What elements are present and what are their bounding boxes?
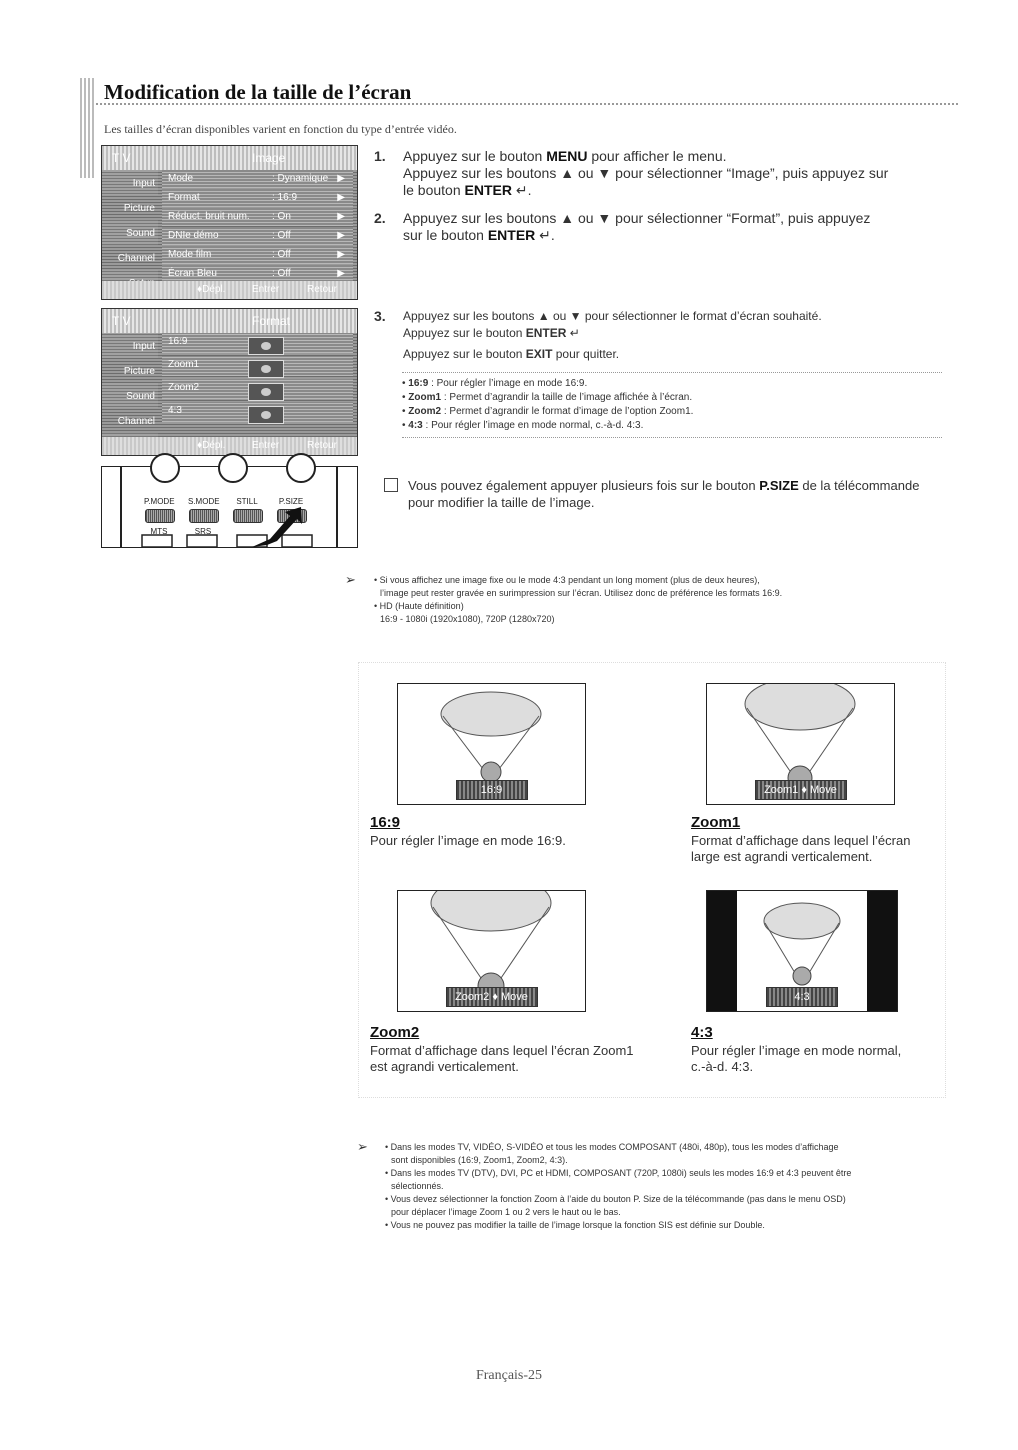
osd-row: Mode film : Off ▶ — [162, 246, 353, 264]
format-heading-4-3: 4:3 — [691, 1024, 713, 1041]
step-3-number: 3. — [374, 308, 386, 324]
osd-mode-label: T V — [112, 151, 131, 165]
format-thumbnail — [248, 360, 284, 378]
osd-top-bar — [102, 309, 357, 333]
osd-picture-menu — [101, 145, 358, 300]
osd-format-option: Zoom2 — [162, 379, 353, 399]
note-icon — [384, 478, 398, 492]
tip-arrow-icon: ➢ — [345, 572, 356, 587]
page-number: Français-25 — [475, 1368, 543, 1383]
enter-key-icon: ↵. — [511, 182, 532, 198]
remote-illustration — [101, 466, 358, 548]
step-1-number: 1. — [374, 148, 386, 164]
osd-side-input: Input — [102, 170, 158, 195]
osd-row: Format : 16:9 ▶ — [162, 189, 353, 207]
format-image-zoom2 — [397, 890, 586, 1012]
format-desc-zoom2: Format d’affichage dans lequel l’écran Zoom1 est agrandi verticalement. — [370, 1043, 634, 1074]
remote-label-psize: P.SIZE — [278, 497, 304, 506]
step-1-text: Appuyez sur le bouton MENU pour afficher le menu. Appuyez sur les boutons ▲ ou ▼ pour sélectionner “Image”, puis appuyez sur le bouton ENTER ↵. — [403, 148, 889, 198]
osd-format-option: Zoom1 — [162, 356, 353, 376]
remote-label-still: STILL — [236, 497, 258, 506]
remote-label-pmode: P.MODE — [144, 497, 175, 506]
remote-label-srs: SRS — [194, 527, 212, 536]
osd-row: Mode : Dynamique ▶ — [162, 170, 353, 188]
osd-format-menu — [101, 308, 358, 456]
title-divider — [96, 103, 958, 105]
bullet-item: • Zoom1 : Permet d’agrandir la taille de l’image affichée à l’écran. — [402, 392, 693, 403]
format-heading-zoom2: Zoom2 — [370, 1024, 420, 1041]
format-heading-zoom1: Zoom1 — [691, 814, 741, 831]
page-title: Modification de la taille de l’écran — [104, 80, 412, 104]
osd-top-bar — [102, 146, 357, 170]
osd-side-channel: Channel — [117, 253, 155, 264]
bullet-item: • 16:9 : Pour régler l’image en mode 16:9. — [402, 378, 588, 389]
format-bullets — [402, 372, 942, 438]
format-image-zoom1 — [706, 683, 895, 805]
tips-block-1: • Si vous affichez une image fixe ou le mode 4:3 pendant un long moment (plus de deux heures), l’image peut rester gravée en surimpression sur l’écran. Utilisez donc de préférence les formats 16:9. • HD (Haute définition) 16:9 - 1080i (1920x1080), 720P (1280x720) — [374, 575, 783, 624]
intro-text: Les tailles d’écran disponibles varient en fonction du type d’entrée vidéo. — [104, 122, 457, 136]
osd-title: Format — [252, 314, 291, 328]
osd-row: DNIe démo : Off ▶ — [162, 227, 353, 245]
format-desc-zoom1: Format d’affichage dans lequel l’écran large est agrandi verticalement. — [691, 833, 911, 864]
remote-label-smode: S.MODE — [188, 497, 220, 506]
format-desc-4-3: Pour régler l’image en mode normal, c.-à-d. 4:3. — [691, 1043, 902, 1074]
osd-side-input: Input — [102, 333, 158, 358]
osd-sidebar — [102, 333, 158, 435]
tips-block-2: • Dans les modes TV, VIDÉO, S-VIDÉO et tous les modes COMPOSANT (480i, 480p), tous les modes d’affichage sont disponibles (16:9, Zoom1, Zoom2, 4:3). • Dans les modes TV (DTV), DVI, PC et HDMI, COMPOSANT (720P, 1080i) seuls les modes 16:9 et 4:3 peuvent être sélectionnés. • Vous devez sélectionner la fonction Zoom à l’aide du bouton P. Size de la télécommande (pas dans le menu OSD) pour déplacer l’image Zoom 1 ou 2 vers le haut ou le bas. • Vous ne pouvez pas modifier la taille de l’image lorsque la fonction SIS est définie sur Double. — [385, 1142, 852, 1230]
osd-row: Réduct. bruit num. : On ▶ — [162, 208, 353, 226]
format-image-4-3 — [706, 890, 898, 1012]
osd-footer: ♦Dépl. Entrer Retour — [102, 437, 357, 455]
bullet-item: • Zoom2 : Permet d’agrandir le format d’image de l’option Zoom1. — [402, 406, 694, 417]
format-thumbnail — [248, 383, 284, 401]
osd-side-sound: Sound — [102, 220, 158, 245]
step-3-text: Appuyez sur les boutons ▲ ou ▼ pour sélectionner le format d’écran souhaité. Appuyez sur le bouton ENTER ↵ Appuyez sur le bouton EXIT pour quitter. — [403, 309, 822, 361]
osd-format-label: Zoom1 ♦ Move — [755, 780, 847, 800]
step-2-number: 2. — [374, 210, 386, 226]
remote-label-mts: MTS — [150, 527, 168, 536]
osd-format-label: 16:9 — [456, 780, 528, 800]
osd-side-picture: Picture — [123, 203, 155, 214]
format-heading-16-9: 16:9 — [370, 814, 401, 831]
enter-key-icon: ↵ — [566, 326, 580, 340]
osd-side-channel: Channel — [117, 416, 155, 427]
enter-key-icon: ↵. — [535, 227, 555, 243]
osd-format-label: 4:3 — [766, 987, 838, 1007]
bullet-item: • 4:3 : Pour régler l’image en mode normal, c.-à-d. 4:3. — [402, 420, 644, 431]
format-desc-16-9: Pour régler l’image en mode 16:9. — [370, 833, 566, 848]
osd-footer: ♦Dépl. Entrer Retour — [102, 281, 357, 299]
osd-side-sound: Sound — [102, 383, 158, 408]
osd-format-option: 16:9 — [162, 333, 353, 353]
osd-format-label: Zoom2 ♦ Move — [446, 987, 538, 1007]
osd-mode-label: T V — [112, 314, 131, 328]
osd-sidebar — [102, 170, 158, 279]
osd-format-option: 4:3 — [162, 402, 353, 422]
decorative-side-bar — [80, 78, 94, 178]
osd-rows — [162, 170, 353, 284]
osd-side-picture: Picture — [123, 366, 155, 377]
format-thumbnail — [248, 337, 284, 355]
osd-row: Écran Bleu : Off ▶ — [162, 265, 353, 283]
osd-title: Image — [252, 151, 286, 165]
tip-arrow-icon: ➢ — [357, 1139, 368, 1154]
format-thumbnail — [248, 406, 284, 424]
note-text: Vous pouvez également appuyer plusieurs fois sur le bouton P.SIZE de la télécommande pour modifier la taille de l’image. — [408, 478, 920, 510]
step-2-text: Appuyez sur les boutons ▲ ou ▼ pour sélectionner “Format”, puis appuyez sur le bouton ENTER ↵. — [403, 210, 871, 243]
format-image-16-9 — [397, 683, 586, 805]
remote-pointer-arrow-icon — [102, 467, 357, 547]
